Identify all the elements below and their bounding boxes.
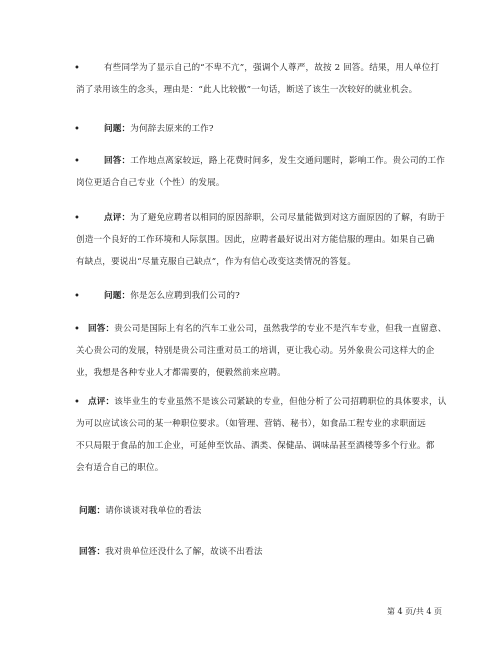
paragraph-3 (76, 150, 446, 194)
bullet-marker: • (74, 213, 80, 224)
bullet-marker: • (74, 156, 80, 167)
answer-label: 回答： (88, 324, 115, 334)
paragraph-line: 请你谈谈对我单位的看法 (105, 506, 202, 516)
paragraph-line: 我对贵单位还没什么了解，故谈不出看法 (105, 547, 263, 557)
bullet-marker: • (74, 291, 80, 302)
paragraph-line: 你是怎么应聘到我们公司的? (130, 291, 240, 301)
paragraph-4 (76, 207, 446, 273)
bullet-marker: • (74, 324, 80, 335)
paragraph-line: 会有适合自己的职位。 (76, 463, 164, 473)
paragraph-6 (76, 318, 447, 384)
answer-label: 回答： (104, 156, 131, 166)
paragraph-line: 创造一个良好的工作环境和人际氛围。因此，应聘者最好说出对方能信服的理由。如果自己确 (76, 235, 435, 245)
paragraph-line: 工作地点离家较远，路上花费时间多，发生交通问题时，影响工作。贵公司的工作 (130, 156, 446, 166)
answer-label: 回答： (79, 547, 106, 557)
question-label: 问题： (104, 124, 131, 134)
paragraph-line: 有些同学为了显示自己的“不卑不亢”，强调个人尊严，故按 2 回答。结果，用人单位打 (104, 63, 440, 73)
paragraph-line: 为何辞去原来的工作? (130, 124, 214, 134)
question-label: 问题： (104, 291, 131, 301)
paragraph-line: 业，我想是各种专业人才都需要的，便毅然前来应聘。 (76, 368, 286, 378)
paragraph-8 (79, 500, 201, 522)
paragraph-line: 岗位更适合自己专业（个性）的发展。 (76, 178, 225, 188)
bullet-marker: • (74, 124, 80, 135)
paragraph-line: 关心贵公司的发展，特别是贵公司注重对员工的培训，更让我心动。另外象贵公司这样大的企 (76, 346, 435, 356)
paragraph-1 (76, 57, 440, 101)
paragraph-line: 贵公司是国际上有名的汽车工业公司，虽然我学的专业不是汽车专业，但我一直留意、 (114, 324, 447, 334)
paragraph-7 (76, 391, 447, 479)
paragraph-line: 该毕业生的专业虽然不是该公司紧缺的专业，但他分析了公司招聘职位的具体要求，认 (114, 397, 447, 407)
paragraph-line: 为了避免应聘者以相同的原因辞职，公司尽量能做到对这方面原因的了解，有助于 (130, 213, 446, 223)
bullet-marker: • (74, 397, 80, 408)
paragraph-9 (79, 541, 263, 563)
comment-label: 点评： (88, 397, 115, 407)
page-number-footer: 第 4 页/共 4 页 (386, 607, 442, 616)
paragraph-2 (104, 118, 214, 140)
question-label: 问题： (79, 506, 106, 516)
comment-label: 点评： (104, 213, 131, 223)
paragraph-5 (104, 285, 240, 307)
paragraph-line: 有缺点，要说出“尽量克服自己缺点”，作为有信心改变这类情况的答复。 (76, 257, 357, 267)
paragraph-line: 为可以应试该公司的某一种职位要求。（如管理、营销、秘书），如食品工程专业的求职面远 (76, 419, 426, 429)
paragraph-line: 消了录用该生的念头，理由是：“此人比较傲”一句话，断送了该生一次较好的就业机会。 (76, 85, 418, 95)
bullet-marker: • (74, 63, 80, 74)
paragraph-line: 不只局限于食品的加工企业，可延伸至饮品、酒类、保健品、调味品甚至酒楼等多个行业。都 (76, 441, 435, 451)
